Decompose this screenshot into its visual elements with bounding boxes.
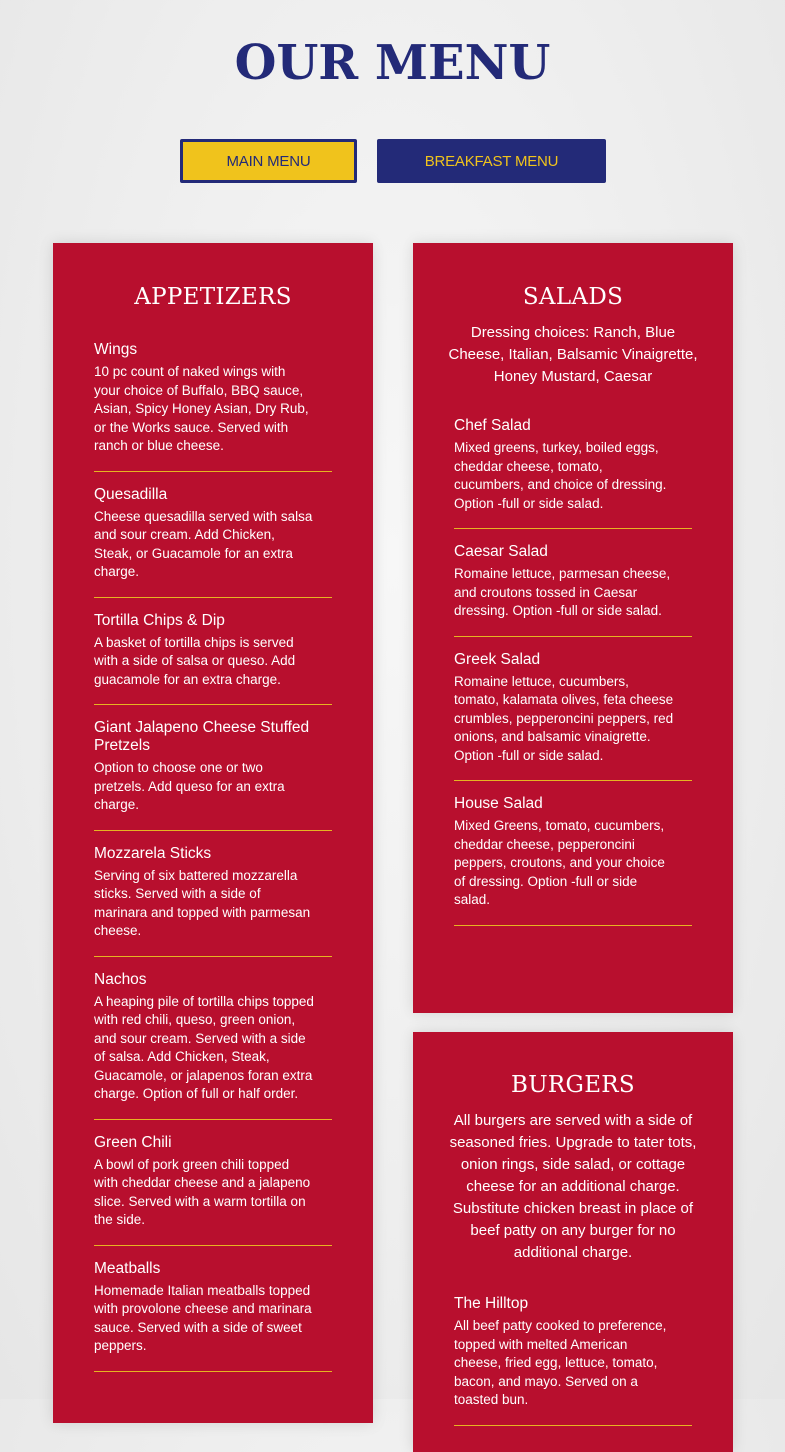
- burgers-card: [413, 1032, 733, 1452]
- item-name: Meatballs: [94, 1259, 161, 1277]
- menu-item-greek-salad: [454, 651, 692, 782]
- menu-item-green-chili: [94, 1134, 332, 1246]
- item-description: Serving of six battered mozzarella sticks. Served with a side of marinara and topped with parmesan cheese.: [94, 867, 311, 938]
- item-name: Wings: [94, 341, 138, 358]
- item-description: A bowl of pork green chili topped with cheddar cheese and a jalapeno slice. Served with a warm tortilla on the side.: [94, 1156, 311, 1227]
- item-name: Giant Jalapeno Cheese Stuffed Pretzels: [94, 719, 310, 754]
- menu-item-quesadilla: [94, 486, 332, 598]
- item-name: Greek Salad: [454, 650, 541, 668]
- item-name: Caesar Salad: [454, 543, 548, 560]
- item-description: 10 pc count of naked wings with your choice of Buffalo, BBQ sauce, Asian, Spicy Honey Asian, Dry Rub, or the Works sauce. Served with ranch or blue cheese.: [94, 364, 309, 453]
- item-description: A heaping pile of tortilla chips topped with red chili, queso, green onion, and sour cream. Served with a side of salsa. Add Chicken, Steak, Guacamole, or jalapenos foran extra charge. Option of full or half order.: [94, 993, 314, 1101]
- menu-item-chef-salad: [454, 417, 692, 529]
- item-name: Chef Salad: [454, 417, 531, 434]
- item-name: House Salad: [454, 795, 543, 812]
- item-description: Option to choose one or two pretzels. Add queso for an extra charge.: [94, 760, 285, 812]
- item-description: Cheese quesadilla served with salsa and sour cream. Add Chicken, Steak, or Guacamole for an extra charge.: [94, 508, 313, 579]
- item-name: Mozzarela Sticks: [94, 844, 212, 862]
- item-name: The Hilltop: [454, 1295, 529, 1312]
- page-title: OUR MENU: [234, 35, 551, 91]
- item-description: Romaine lettuce, parmesan cheese, and croutons tossed in Caesar dressing. Option -full or side salad.: [454, 566, 671, 618]
- appetizers-title: APPETIZERS: [134, 284, 292, 310]
- item-name: Quesadilla: [94, 485, 168, 503]
- menu-item-meatballs: [94, 1260, 332, 1372]
- tab-breakfast-menu[interactable]: BREAKFAST MENU: [377, 139, 606, 183]
- item-description: Mixed Greens, tomato, cucumbers, cheddar cheese, pepperoncini peppers, croutons, and your choice of dressing. Option -full or side salad.: [454, 818, 665, 907]
- dressing-note: Dressing choices: Ranch, Blue Cheese, Italian, Balsamic Vinaigrette, Honey Mustard, Caesar: [448, 324, 698, 385]
- menu-item-caesar-salad: [454, 543, 692, 637]
- burgers-title: BURGERS: [511, 1072, 635, 1098]
- item-description: Homemade Italian meatballs topped with provolone cheese and marinara sauce. Served with a side of sweet peppers.: [94, 1282, 312, 1353]
- salads-title: SALADS: [522, 284, 624, 310]
- menu-item-the-hilltop: [454, 1295, 692, 1426]
- menu-item-mozzarela-sticks: [94, 845, 332, 957]
- salads-list: [454, 417, 692, 926]
- burgers-note: All burgers are served with a side of seasoned fries. Upgrade to tater tots, onion rings, side salad, or cottage cheese for an additional charge. Substitute chicken breast in place of beef patty on any burger for no additional charge.: [449, 1112, 697, 1261]
- item-description: All beef patty cooked to preference, topped with melted American cheese, fried egg, lettuce, tomato, bacon, and mayo. Served on a toasted bun.: [454, 1318, 667, 1407]
- salads-card: [413, 243, 733, 1013]
- menu-item-pretzels: [94, 719, 332, 831]
- tab-main-menu[interactable]: MAIN MENU: [180, 139, 357, 183]
- item-description: A basket of tortilla chips is served with a side of salsa or queso. Add guacamole for an extra charge.: [94, 634, 296, 687]
- item-name: Nachos: [94, 970, 147, 988]
- appetizers-card: [53, 243, 373, 1423]
- menu-item-wings: [94, 341, 332, 472]
- menu-item-house-salad: [454, 795, 692, 926]
- item-description: Romaine lettuce, cucumbers, tomato, kalamata olives, feta cheese crumbles, pepperoncini peppers, red onions, and balsamic vinaigrette. Option -full or side salad.: [454, 673, 674, 763]
- menu-item-nachos: [94, 971, 332, 1120]
- menu-item-tortilla-chips: [94, 612, 332, 706]
- item-description: Mixed greens, turkey, boiled eggs, cheddar cheese, tomato, cucumbers, and choice of dressing. Option -full or side salad.: [454, 440, 667, 511]
- burgers-list: [454, 1295, 692, 1426]
- item-name: Tortilla Chips & Dip: [94, 611, 225, 629]
- appetizers-list: [94, 341, 332, 1372]
- item-name: Green Chili: [94, 1133, 172, 1151]
